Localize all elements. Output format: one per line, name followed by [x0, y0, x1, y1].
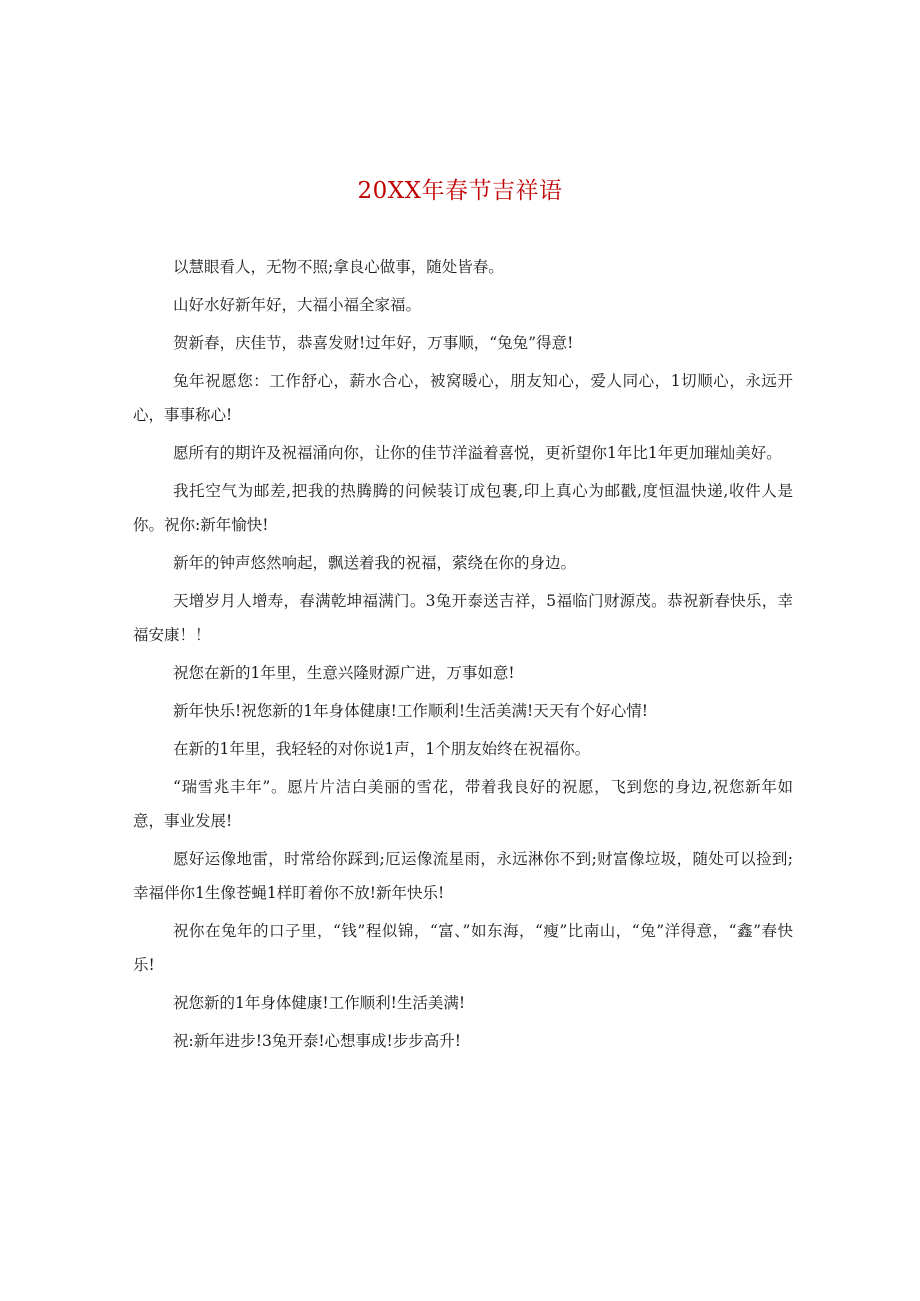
- paragraph: 我托空气为邮差,把我的热腾腾的问候装订成包裹,印上真心为邮戳,度恒温快递,收件人是你。祝你:新年愉快!: [133, 482, 793, 534]
- paragraph: 祝您在新的1年里，生意兴隆财源广进，万事如意!: [173, 664, 515, 682]
- paragraph: 在新的1年里，我轻轻的对你说1声，1个朋友始终在祝福你。: [173, 740, 591, 758]
- paragraph: 愿好运像地雷，时常给你踩到;厄运像流星雨，永远淋你不到;财富像垃圾，随处可以捡到;幸福伴你1生像苍蝇1样盯着你不放!新年快乐!: [133, 850, 793, 902]
- paragraph: 天增岁月人增寿，春满乾坤福满门。3兔开泰送吉祥，5福临门财源茂。恭祝新春快乐，幸福安康！！: [133, 592, 793, 644]
- paragraph: 以慧眼看人，无物不照;拿良心做事，随处皆春。: [173, 258, 504, 276]
- paragraph: 贺新春，庆佳节，恭喜发财!过年好，万事顺，“兔兔”得意!: [173, 334, 574, 352]
- document-body: [133, 250, 793, 1062]
- paragraph: 祝你在兔年的口子里，“钱”程似锦，“富、”如东海，“瘦”比南山，“兔”洋得意，“鑫”春快乐!: [133, 922, 793, 974]
- paragraph: 兔年祝愿您：工作舒心，薪水合心，被窝暖心，朋友知心，爱人同心，1切顺心，永远开心，事事称心!: [133, 372, 793, 424]
- paragraph: 愿所有的期许及祝福涌向你，让你的佳节洋溢着喜悦，更祈望你1年比1年更加璀灿美好。: [173, 444, 782, 462]
- paragraph: 祝:新年进步!3兔开泰!心想事成!步步高升!: [173, 1032, 461, 1050]
- paragraph: 新年的钟声悠然响起，飘送着我的祝福，萦绕在你的身边。: [173, 554, 577, 572]
- paragraph: 山好水好新年好，大福小福全家福。: [173, 296, 422, 314]
- paragraph: 祝您新的1年身体健康!工作顺利!生活美满!: [173, 994, 466, 1012]
- document-title: 20XX年春节吉祥语: [357, 178, 563, 204]
- paragraph: “瑞雪兆丰年”。愿片片洁白美丽的雪花，带着我良好的祝愿，飞到您的身边,祝您新年如意，事业发展!: [133, 778, 793, 830]
- paragraph: 新年快乐!祝您新的1年身体健康!工作顺利!生活美满!天天有个好心情!: [173, 702, 649, 720]
